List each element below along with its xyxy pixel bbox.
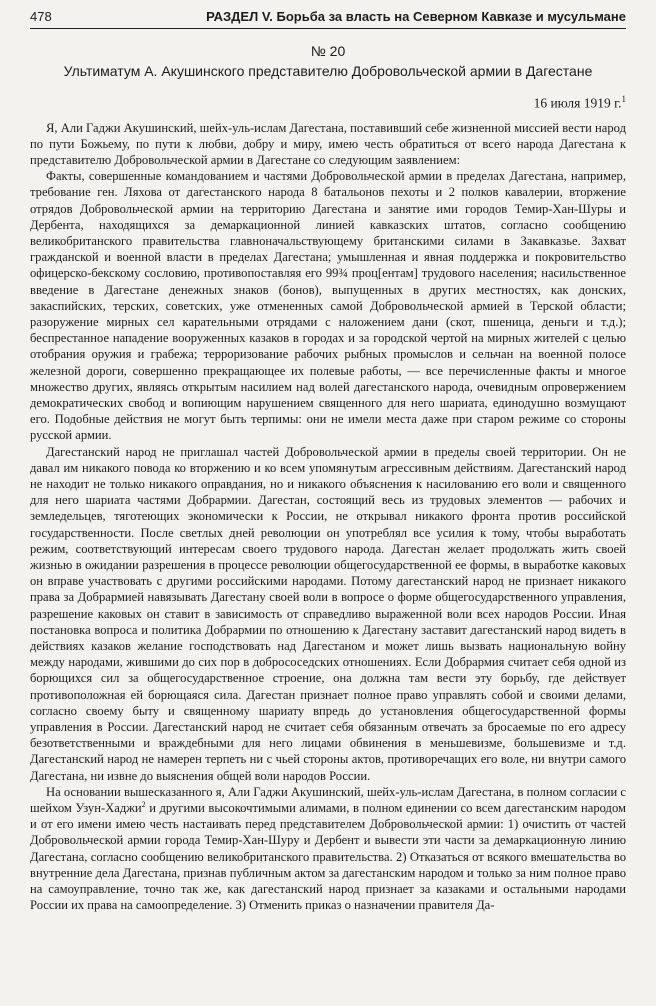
page [0, 3, 656, 1006]
paragraph-position: Дагестанский народ не приглашал частей Добровольческой армии в пределы своей территории. Он не давал им никакого повода ко вторжению и ко всем упомянутым агрессивным действиям. Дагестанский народ не находит не только никакого оправдания, но и никакого объяснения к насилованию его воли и священного для него шариата частями Добрармии. Дагестан, состоящий весь из трудовых элементов — рабочих и земледельцев, тяготеющих экономически к России, не открывал никакого фронта против российской государственности. После светлых дней революции он употреблял все усилия к тому, чтобы выработать режим, соответствующий интересам своего трудового народа. Дагестан желает продолжать жить своей жизнью в ожидании разрешения в процессе революции общегосударственной ее формы, в выработке каковых он вправе участвовать с другими российскими народами. Потому дагестанский народ не признает никакого права за Добрармией навязывать Дагестану своей воли в вопросе о форме общегосударственного управления, разрешение каковых он ставит в зависимость от справедливо выраженной воли всех народов России. Иная постановка вопроса и политика Добрармии по отношению к Дагестану заставит дагестанский народ видеть в действиях казаков желание господствовать над Дагестаном и может лишь вызвать национальную войну между народами, жившими до сих пор в добрососедских отношениях. Если Добрармия считает себя одной из борющихся сил за общегосударственное строение, она должна там вести эту борьбу, где действует противоположная ей борющаяся сила. Дагестан признает полное право управлять собой и своими делами, согласно своему быту и священному шариату впредь до установления общегосударственной формы управления в России. Дагестанский народ не считает себя обязанным отвечать за бросаемые по его адресу безответственными и враждебными для него лицами обвинения в меньшевизме, большевизме и т.д. Дагестанский народ не намерен терпеть ни с чьей стороны актов, противоречащих его воле, ни внутри самого Дагестана, ни извне до выяснения общей воли народов России. [30, 444, 626, 783]
section-title: РАЗДЕЛ V. Борьба за власть на Северном Кавказе и мусульмане [206, 9, 626, 24]
footnote-marker: 2 [141, 799, 146, 809]
paragraph-intro: Я, Али Гаджи Акушинский, шейх-уль-ислам Дагестана, поставивший себе жизненной миссией вести народ по пути Божьему, по пути к любви, добру и миру, имею честь обратиться от всего народа Дагестана к представителю Добровольческой армии в Дагестане со следующим заявлением: [30, 120, 626, 167]
page-number: 478 [30, 9, 52, 24]
paragraph-facts: Факты, совершенные командованием и частями Добровольческой армии в пределах Дагестана, например, требование ген. Ляхова от дагестанского народа 8 батальонов пехоты и 2 полков кавалерии, вторжение отрядов Добровольческой армии на территорию Дагестана и занятие ими городов Темир-Хан-Шуры и Дербента, находящихся за демаркационной линией кавказских штатов, согласно сообщению великобританского правительства главноначальствующему британскими силами в Закавказье. Захват гражданской и военной власти в пределах Дагестана; умышленная и явная поддержка и покровительство офицерско-бекскому сословию, противопоставляя его 99¾ проц[ентам] трудового населения; насильственное введение в Дагестане денежных знаков (бонов), выпущенных в других местностях, как донских, закаспийских, терских, советских, уже отмененных самой Добровольческой армией в Терской области; разоружение мирных сел карательными отрядами с наложением дани (скот, пшеница, деньги и т.д.); беспрестанное нападение вооруженных казаков в городах и за городской чертой на мирных жителей с целью отобрания оружия и грабежа; терроризование рабочих рыбных промыслов и сельчан на военной полосе железной дороги, совершенно прекращающее их полевые работы, — все перечисленные факты и многое множество других, являясь открытым насилием над волей дагестанского народа, очевидным опровержением демократических свобод и вопиющим нарушением священного для него шариата, единодушно возмущают его. Подобные действия не могут быть терпимы: они не имели места даже при старом режиме со стороны русской армии. [30, 169, 626, 443]
paragraph-demands [30, 784, 626, 914]
date-text: 16 июля 1919 г. [533, 95, 622, 111]
demands-text-start: На основании вышесказанного я, Али Гаджи Акушинский, шейх-уль-ислам Дагестана, в полном согласии с шейхом Узун-Хаджи [30, 784, 626, 816]
running-header [30, 3, 626, 29]
demands-text-end: и другими высокочтимыми алимами, в полном единении со всем дагестанским народом и от его имени имею честь настаивать перед представителем Добровольческой армии: 1) очистить от частей Добровольческой армии города Темир-Хан-Шуру и Дербент и вывести эти части за демаркационную линию Дагестана, согласно сообщению великобританского правительства. 2) Отказаться от всякого вмешательства во внутренние дела Дагестана, признав публичным актом за дагестанским народом и только за ним полное право на самоуправление, точно так же, как дагестанский народ признает за казаками и остальными народами России их права на самоопределение. 3) Отменить приказ о назначении правителя Да- [30, 801, 626, 913]
date-footnote-marker: 1 [621, 94, 626, 104]
document-title: Ультиматум А. Акушинского представителю Добровольческой армии в Дагестане [63, 63, 593, 79]
document-number: № 20 [310, 43, 346, 59]
document-body [30, 120, 626, 914]
document-date [30, 94, 626, 112]
